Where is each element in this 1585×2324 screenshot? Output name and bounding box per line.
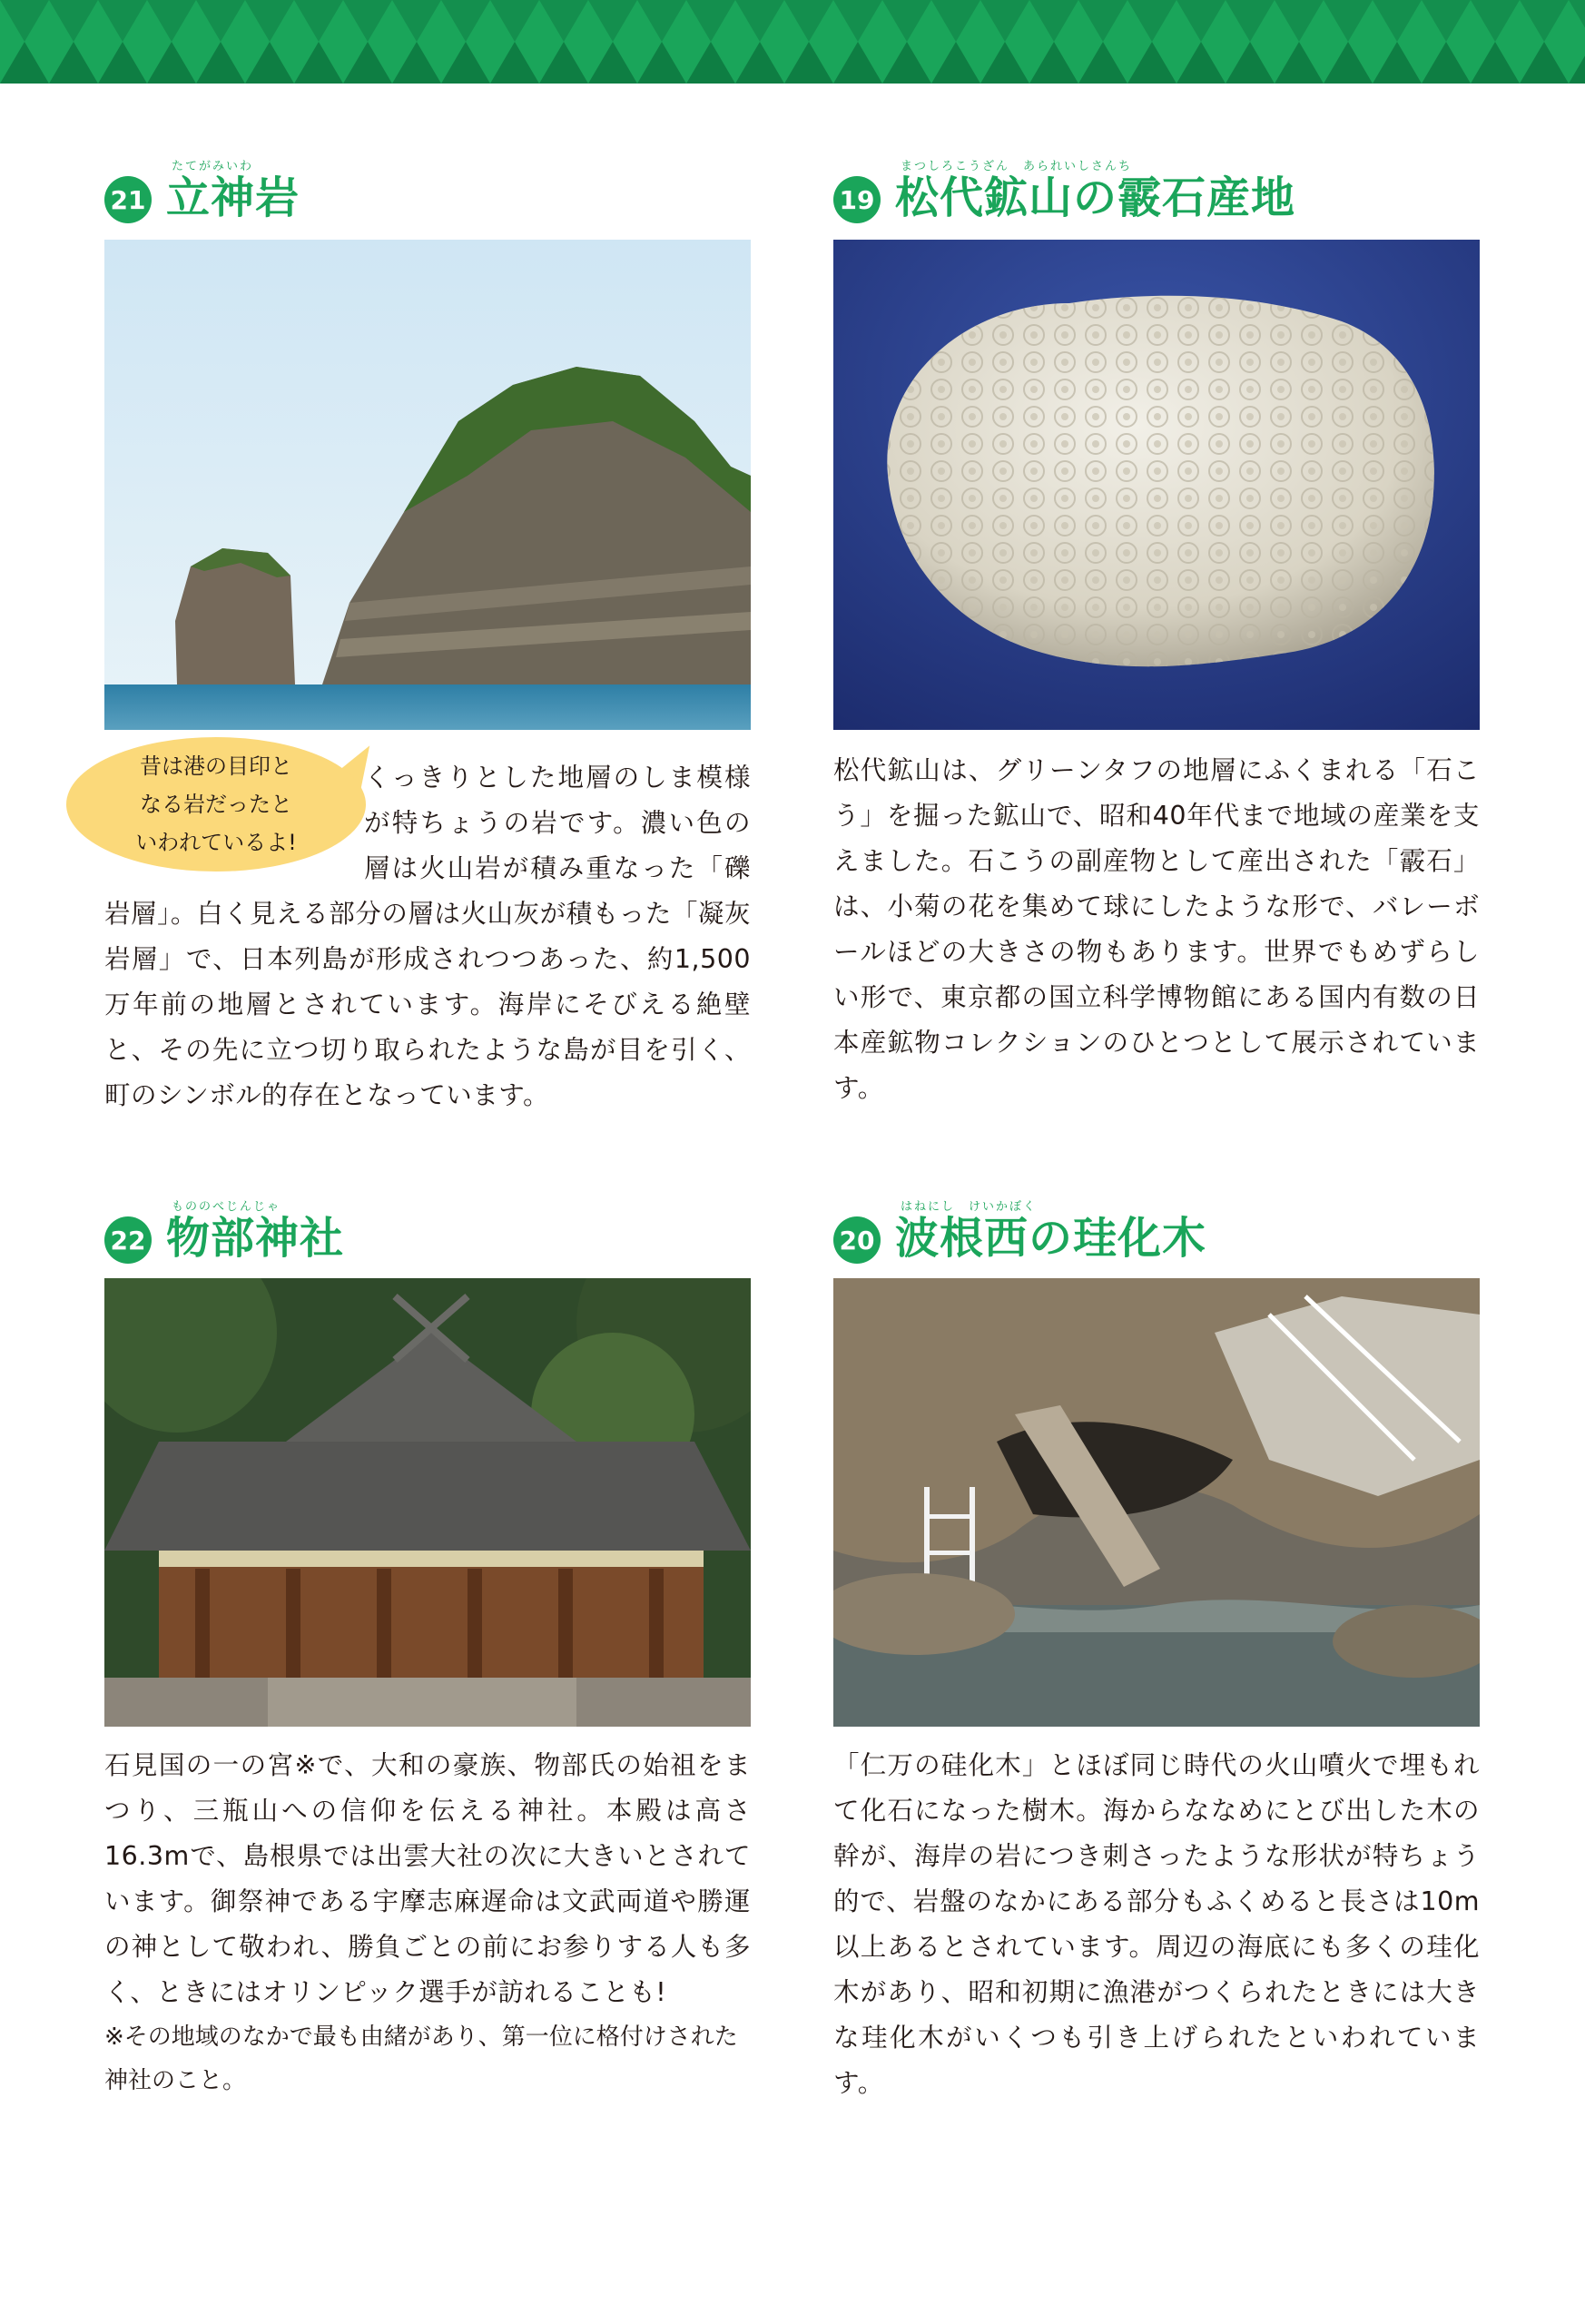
top-decorative-band: [0, 0, 1585, 84]
section-body: [104, 755, 751, 1118]
bubble-line: なる岩だったと: [140, 792, 292, 817]
section-mononobe-shrine: [104, 1196, 751, 2102]
section-text: 「仁万の硅化木」とほぼ同じ時代の火山噴火で埋もれて化石になった樹木。海からななめにとび出した木の幹が、海岸の岩につき刺さったような形状が特ちょう的で、岩盤のなかにある部分もふくめると長さは10m以上あるとされています。周辺の海底にも多くの珪化木があり、昭和初期に漁港がつくられたときには大きな珪化木がいくつも引き上げられたといわれています。: [833, 1750, 1480, 2098]
title-ruby: もののべじんじゃ: [172, 1200, 281, 1214]
section-number-badge: 21: [104, 176, 152, 223]
triangle-pattern: [0, 0, 1585, 84]
section-tategami-iwa: [104, 156, 751, 1118]
title-ruby: はねにし けいかぼく: [901, 1200, 1038, 1214]
section-text: 石見国の一の宮※で、大和の豪族、物部氏の始祖をまつり、三瓶山への信仰を伝える神社。本殿は高さ16.3mで、島根県では出雲大社の次に大きいとされています。御祭神である宇摩志麻遅命は文武両道や勝運の神として敬われ、勝負ごとの前にお参りする人も多く、ときにはオリンピック選手が訪れることも!: [104, 1750, 751, 2007]
section-hane-nishi-petrified-wood: [833, 1196, 1480, 2106]
speech-bubble: [66, 737, 366, 872]
section-number-badge: 20: [833, 1216, 881, 1264]
section-title: 立神岩: [166, 172, 300, 223]
section-title: 松代鉱山の霰石産地: [895, 172, 1296, 223]
title-ruby: まつしろこうざん あられいしさんち: [901, 160, 1133, 173]
bubble-line: 昔は港の目印と: [140, 753, 292, 779]
section-text: くっきりとした地層のしま模様が特ちょうの岩です。濃い色の層は火山岩が積み重なった「礫岩層」。白く見える部分の層は火山灰が積もった「凝灰岩層」で、日本列島が形成されつつあった、約1,500万年前の地層とされています。海岸にそびえる絶壁と、その先に立つ切り取られたような島が目を引く、町のシンボル的存在となっています。: [104, 763, 751, 1110]
title-ruby: たてがみいわ: [172, 160, 254, 173]
aragonite-photo: [833, 240, 1480, 730]
section-matsushiro-mine: [833, 156, 1480, 1111]
section-number-badge: 19: [833, 176, 881, 223]
petrified-wood-photo: [833, 1278, 1480, 1727]
section-footnote: ※その地域のなかで最も由緒があり、第一位に格付けされた神社のこと。: [104, 2024, 738, 2094]
section-title: 波根西の珪化木: [895, 1213, 1207, 1264]
section-title: 物部神社: [166, 1213, 345, 1264]
mononobe-shrine-photo: [104, 1278, 751, 1727]
section-heading: [833, 156, 1480, 229]
section-text: 松代鉱山は、グリーンタフの地層にふくまれる「石こう」を掘った鉱山で、昭和40年代まで地域の産業を支えました。石こうの副産物として産出された「霰石」は、小菊の花を集めて球にしたような形で、バレーボールほどの大きさの物もあります。世界でもめずらしい形で、東京都の国立科学博物館にある国内有数の日本産鉱物コレクションのひとつとして展示されています。: [833, 755, 1480, 1103]
section-heading: [104, 1196, 751, 1269]
bubble-line: いわれているよ!: [135, 830, 297, 855]
tategami-iwa-photo: [104, 240, 751, 730]
section-heading: [104, 156, 751, 229]
section-number-badge: 22: [104, 1216, 152, 1264]
section-heading: [833, 1196, 1480, 1269]
